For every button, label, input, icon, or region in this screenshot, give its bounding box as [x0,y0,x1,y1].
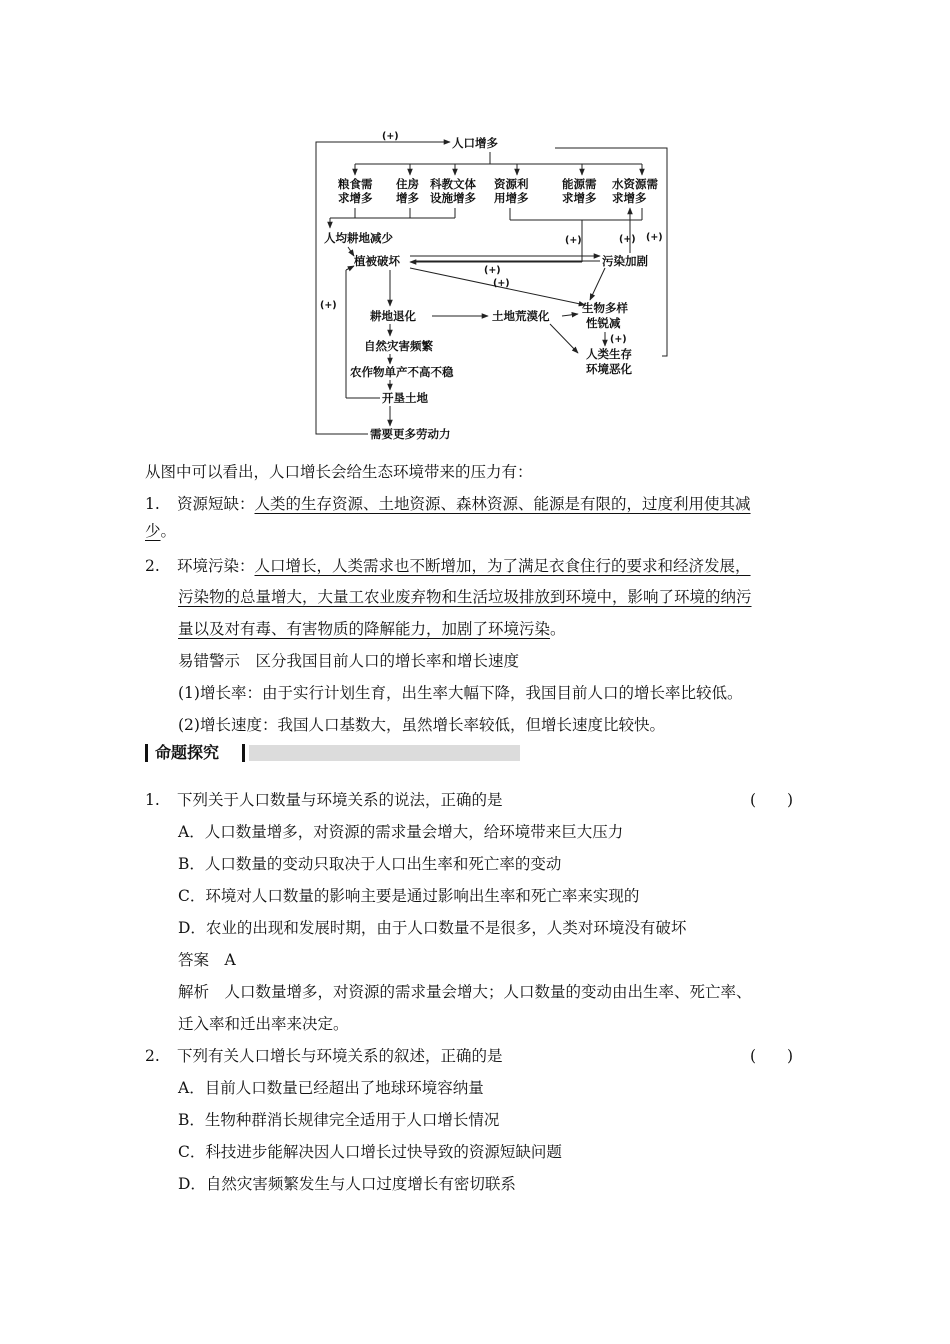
question-2 [145,1046,503,1066]
point-2-cont-2 [178,619,566,639]
question-1 [145,790,503,810]
plus-label: (+) [610,334,627,345]
question-1-answer-blank: ( ) [750,791,794,809]
point-1 [145,494,751,514]
node-crop-yield: 农作物单产不高不稳 [350,365,454,379]
question-1-answer: 答案 A [178,951,236,969]
node-vegetation-destruction: 植被破坏 [354,254,400,268]
node-arable-decrease: 人均耕地减少 [324,231,393,245]
node-energy-demand-2: 求增多 [562,191,597,205]
question-1-option-d: D．农业的出现和发展时期，由于人口数量不是很多，人类对环境没有破坏 [178,919,687,937]
node-housing-2: 增多 [396,191,419,205]
section-left-bar [145,744,148,762]
question-1-number: 1. [145,791,160,809]
plus-label: (+) [320,300,337,311]
node-living-environment-2: 环境恶化 [586,362,632,376]
point-2 [145,556,751,576]
node-biodiversity-2: 性锐减 [586,316,621,330]
section-right-bar [242,744,245,762]
node-facilities: 科教文体 [430,177,476,191]
point-1-period: 。 [160,522,177,540]
point-1-text-end: 少 [145,522,161,540]
plus-label: (+) [646,232,663,243]
point-1-label: 资源短缺： [177,495,255,513]
node-biodiversity: 生物多样 [582,301,628,315]
section-gray-band [249,745,520,761]
question-2-option-d: D．自然灾害频繁发生与人口过度增长有密切联系 [178,1175,516,1193]
point-1-text: 人类的生存资源、土地资源、森林资源、能源是有限的，过度利用使其减 [254,495,751,513]
question-1-option-c: C．环境对人口数量的影响主要是通过影响出生率和死亡率来实现的 [178,887,640,905]
plus-label: (+) [382,131,399,142]
node-housing: 住房 [396,177,419,191]
point-2-cont [178,587,752,607]
question-1-analysis-cont: 迁入率和迁出率来决定。 [178,1015,349,1033]
node-resource-use-2: 用增多 [494,191,529,205]
question-1-stem: 下列关于人口数量与环境关系的说法，正确的是 [177,791,503,809]
section-header [145,742,520,764]
node-farmland-degradation: 耕地退化 [370,309,416,323]
question-2-option-c: C．科技进步能解决因人口增长过快导致的资源短缺问题 [178,1143,562,1161]
question-2-option-b: B．生物种群消长规律完全适用于人口增长情况 [178,1111,500,1129]
point-1-cont [145,521,176,541]
node-water-demand-2: 求增多 [612,191,647,205]
node-more-labor: 需要更多劳动力 [370,427,451,441]
question-1-option-a: A．人口数量增多，对资源的需求量会增大，给环境带来巨大压力 [178,823,624,841]
node-population-increase: 人口增多 [452,136,498,150]
point-2-text: 人口增长，人类需求也不断增加，为了满足衣食住行的要求和经济发展， [254,557,751,575]
warning-item-1: (1)增长率：由于实行计划生育，出生率大幅下降，我国目前人口的增长率比较低。 [178,684,743,702]
node-grain-demand-2: 求增多 [338,191,373,205]
question-2-answer-blank: ( ) [750,1047,794,1065]
node-living-environment: 人类生存 [586,347,632,361]
point-2-text-b: 污染物的总量增大，大量工农业废弃物和生活垃圾排放到环境中，影响了环境的纳污 [178,588,752,606]
node-water-demand: 水资源需 [612,177,658,191]
section-title: 命题探究 [155,743,220,762]
plus-label: (+) [493,278,510,289]
node-facilities-2: 设施增多 [430,191,476,205]
node-desertification: 土地荒漠化 [492,309,550,323]
point-2-period: 。 [550,620,566,638]
plus-label: (+) [484,265,501,276]
node-natural-disaster: 自然灾害频繁 [364,339,433,353]
question-2-number: 2. [145,1047,160,1065]
node-pollution: 污染加剧 [602,254,648,268]
question-1-option-b: B．人口数量的变动只取决于人口出生率和死亡率的变动 [178,855,562,873]
population-pressure-diagram [310,128,680,446]
intro-text: 从图中可以看出，人口增长会给生态环境带来的压力有： [145,463,533,481]
question-1-analysis: 解析 人口数量增多，对资源的需求量会增大；人口数量的变动由出生率、死亡率、 [178,983,752,1001]
plus-label: (+) [565,235,582,246]
point-2-text-c: 量以及对有毒、有害物质的降解能力，加剧了环境污染 [178,620,551,638]
node-energy-demand: 能源需 [562,177,597,191]
node-reclaim-land: 开垦土地 [382,391,428,405]
question-2-stem: 下列有关人口增长与环境关系的叙述，正确的是 [177,1047,503,1065]
warning-item-2: (2)增长速度：我国人口基数大，虽然增长率较低，但增长速度比较快。 [178,716,665,734]
point-1-number: 1. [145,495,160,513]
warning-title: 易错警示 区分我国目前人口的增长率和增长速度 [178,652,520,670]
point-2-number: 2. [145,557,160,575]
plus-label: (+) [619,234,636,245]
question-2-option-a: A．目前人口数量已经超出了地球环境容纳量 [178,1079,484,1097]
point-2-label: 环境污染： [177,557,255,575]
node-grain-demand: 粮食需 [338,177,373,191]
node-resource-use: 资源利 [494,177,529,191]
